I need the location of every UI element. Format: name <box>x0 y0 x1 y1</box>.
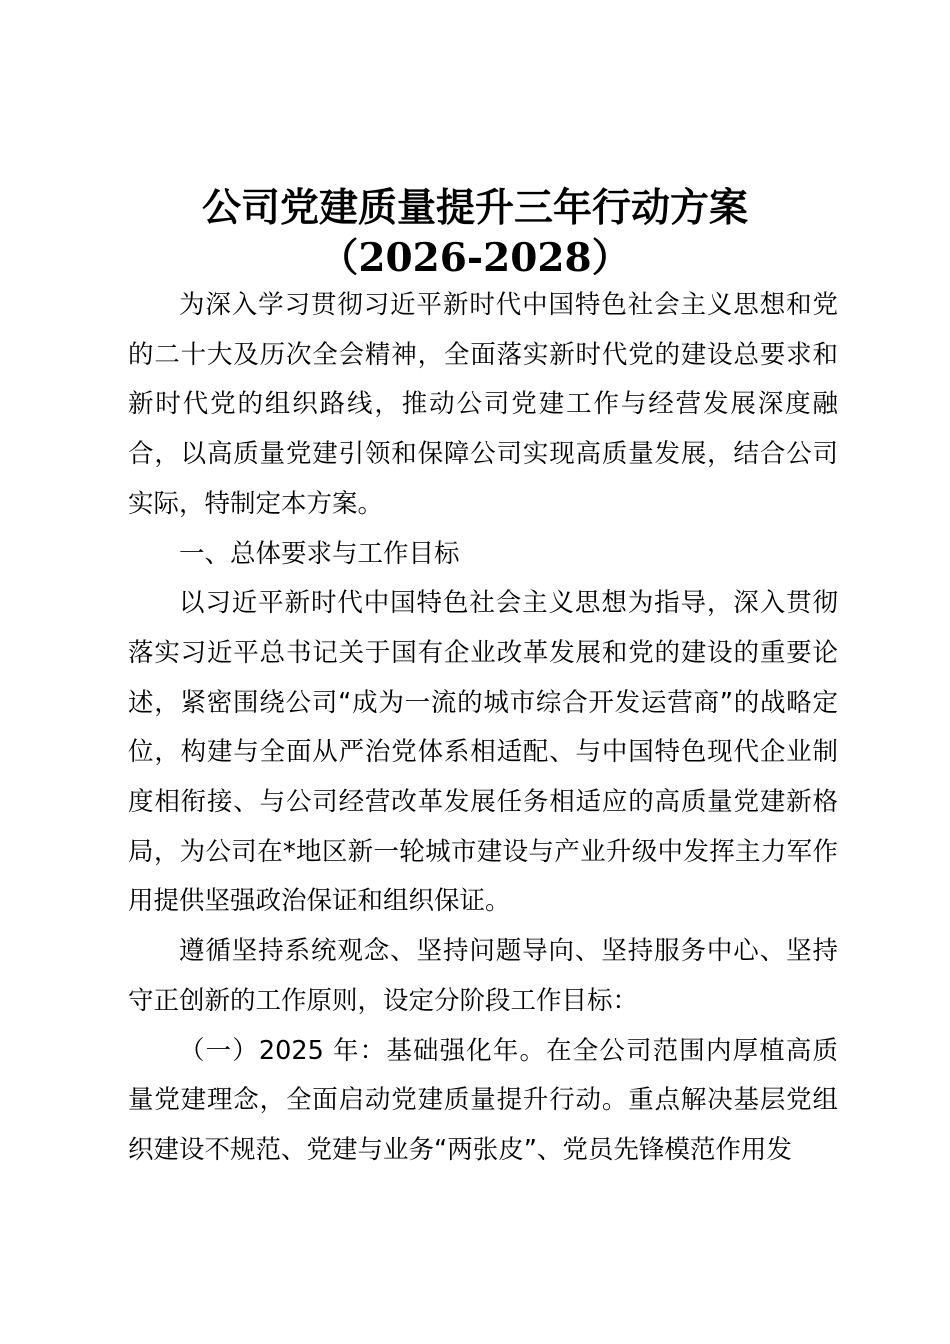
intro-paragraph: 为深入学习贯彻习近平新时代中国特色社会主义思想和党的二十大及历次全会精神，全面落实新时代党的建设总要求和新时代党的组织路线，推动公司党建工作与经营发展深度融合，以高质量党建引领和保障公司实现高质量发展，结合公司实际，特制定本方案。 <box>128 290 838 519</box>
document-subtitle: （2026-2028） <box>319 235 631 281</box>
principles-paragraph: 遵循坚持系统观念、坚持问题导向、坚持服务中心、坚持守正创新的工作原则，设定分阶段工作目标： <box>128 936 838 1016</box>
section-heading: 一、总体要求与工作目标 <box>179 538 460 569</box>
document-title: 公司党建质量提升三年行动方案 <box>201 185 748 231</box>
goal-2025-paragraph: （一）2025 年：基础强化年。在全公司范围内厚植高质量党建理念，全面启动党建质量提升行动。重点解决基层党组织建设不规范、党建与业务“两张皮”、党员先锋模范作用发 <box>128 1035 838 1165</box>
guidance-paragraph: 以习近平新时代中国特色社会主义思想为指导，深入贯彻落实习近平总书记关于国有企业改革发展和党的建设的重要论述，紧密围绕公司“成为一流的城市综合开发运营商”的战略定位，构建与全面从严治党体系相适配、与中国特色现代企业制度相衔接、与公司经营改革发展任务相适应的高质量党建新格局，为公司在*地区新一轮城市建设与产业升级中发挥主力军作用提供坚强政治保证和组织保证。 <box>128 588 838 917</box>
document-body <box>128 281 838 1176</box>
